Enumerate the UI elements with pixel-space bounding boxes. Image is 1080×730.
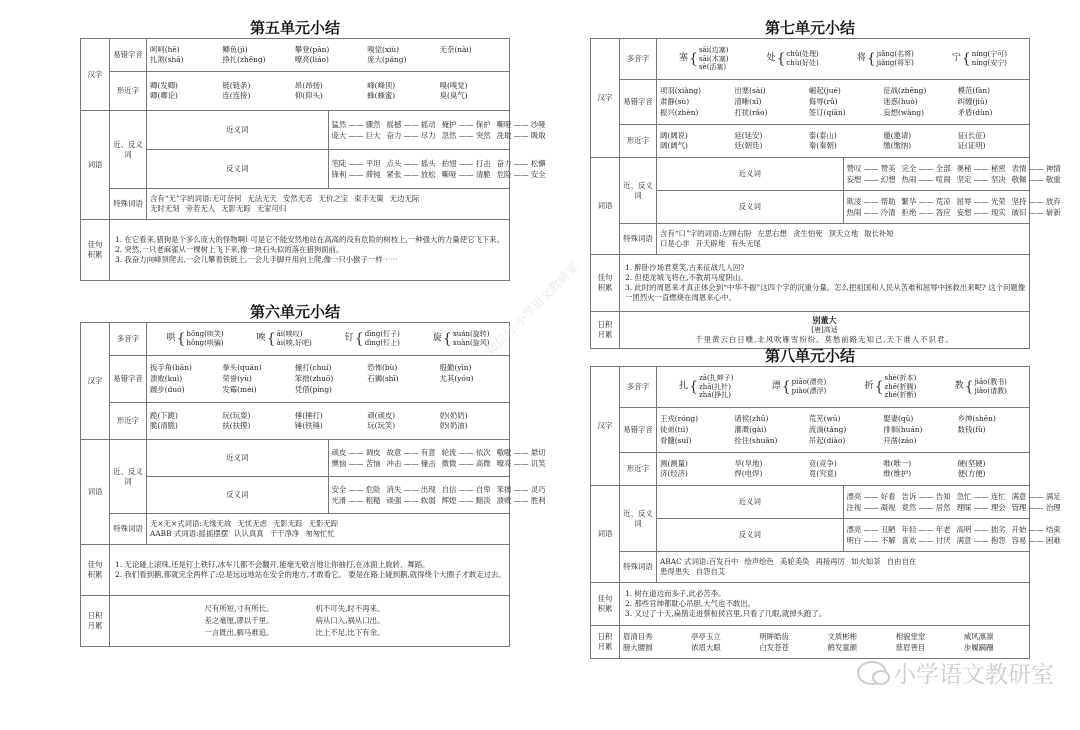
- unit8-jinfan-label: 近、反义词: [620, 486, 657, 552]
- unit8-section: [590, 346, 1061, 659]
- unit5-yicuo-row2: 扎煞(shā) 挣扎(zhēng) 嘹亮(liáo) 庞大(páng): [150, 55, 407, 64]
- unit6-teshu-row1: 无×无×式词语:无缘无故 无忧无虑 无影无踪 无影无踪: [150, 519, 339, 529]
- unit6-yicuo-label: 易错字音: [110, 356, 147, 403]
- unit6-cat-riji: 日积月累: [81, 596, 110, 647]
- unit8-teshu-row1: ABAC 式词语:百发百中 绘声绘色 美轮美奂 再接再厉 如火如荼 自由自在: [660, 557, 917, 567]
- unit6-cat-hanzi: 汉字: [81, 323, 110, 440]
- unit5-section: [80, 18, 546, 281]
- unit6-teshu-row2: AABB 式词语:摇摇摆摆 认认真真 干干净净 匆匆忙忙: [150, 529, 335, 538]
- unit6-teshu-label: 特殊词语: [110, 514, 147, 545]
- unit7-duoyin: [660, 46, 1026, 72]
- unit6-sentence-1: 1. 无论碰上滚珠,还是钉上铁钉,冰车儿都不会翻开,能毫无敬言地让你抽打,在冰面上旋转、舞蹈。: [115, 560, 430, 570]
- unit6-fanyi-label: 反义词: [147, 477, 329, 514]
- unit7-cat-ciyu: 词语: [591, 158, 620, 255]
- unit7-fanyi-label: 反义词: [657, 191, 844, 224]
- unit7-teshu-label: 特殊词语: [620, 224, 657, 255]
- polyphone-item: 旋 { xuán(旋转) xuàn(旋风): [432, 330, 490, 347]
- unit6-section: [80, 302, 546, 647]
- unit8-riji: 眉清目秀 亭亭玉立 明眸皓齿 文质彬彬 相貌堂堂 威风凛凛 膀大腰圆 浓眉大眼 白发苍苍 鹤发童颜 慈眉善目 步履蹒跚: [623, 631, 994, 652]
- unit6-jinyi-label: 近义词: [147, 440, 329, 477]
- unit5-sentence-3: 3. 我奋力向峰顶爬去,一会儿攀着铁链上,一会儿手脚并用向上爬,像一只小猴子一样⋯⋯: [115, 254, 398, 264]
- unit5-jinyi-label: 近义词: [147, 111, 329, 150]
- unit7-jinyi: 赞叹 —— 赞美 完全 —— 全部 奥秘 —— 秘密 表情 —— 神情 妄想 —— 幻想 热闹 —— 喧闹 坚定 —— 坚决 敬佩 —— 敬重: [846, 163, 1061, 184]
- polyphone-item: 扎 { zā(扎辫子) zhā(扎针) zhá(挣扎): [679, 373, 734, 400]
- unit5-xingjin-label: 形近字: [110, 72, 147, 111]
- unit7-yicuo-label: 易错字音: [620, 80, 657, 125]
- unit8-duoyin: [660, 374, 1026, 400]
- unit7-xingjin-label: 形近字: [620, 125, 657, 158]
- unit7-sentence-2: 2. 但使龙城飞将在,不教胡马度阴山。: [625, 273, 748, 283]
- unit5-cat-hanzi: 汉字: [81, 39, 110, 111]
- unit7-title: 第七单元小结: [764, 19, 855, 37]
- wechat-icon: [857, 661, 887, 685]
- unit7-jinyi-label: 近义词: [657, 158, 844, 191]
- unit7-section: [590, 18, 1061, 349]
- unit8-teshu-row2: 患得患失 自怨自艾: [660, 567, 726, 576]
- unit7-cat-riji: 日积月累: [591, 312, 620, 349]
- poem-text: 千里黄云白日曛,北风吹雁雪纷纷。莫愁前路无知己,天下谁人不识君。: [695, 335, 954, 344]
- unit7-fanyi: 欺凌 —— 帮助 繁华 —— 荒凉 屈辱 —— 光荣 坚持 —— 放弃 热闹 —— 冷清 拒绝 —— 答应 妄想 —— 现实 破旧 —— 崭新: [846, 196, 1061, 217]
- unit7-teshu-row1: 含有“口”字的词语:左顾右盼 左思右想 贪生怕死 顶天立地 取长补短: [660, 229, 894, 239]
- unit8-sentence-3: 3. 又过了十天,扁鹊走进蔡桓侯宫里,只看了几眼,就掉头跑了。: [625, 608, 827, 618]
- unit6-table: [80, 322, 546, 647]
- unit8-cat-ciyu: 词语: [591, 486, 620, 583]
- wechat-watermark: [857, 656, 1054, 689]
- unit7-yicuo: 项羽(xiàng) 出塞(sài) 崛起(jué) 征战(zhēng) 模范(fàn) 肃静(sù) 清晰(xī) 侮辱(rǔ) 迷惑(huò) 纠缠(jiū) 振兴(zhèn) 打扰(rǎo) 签订(qiān) 妄想(wàng) 矛盾(dùn): [660, 86, 993, 117]
- unit6-jinyi: 顽皮 —— 调皮 故意 —— 有意 轮流 —— 依次 嗷嗷 —— 悬切 懊恼 —— 苦恼 冲击 —— 撞击 微微 —— 高微 嘹亮 —— 讥笑: [331, 447, 546, 468]
- unit5-jinfan-label: 近、反义词: [110, 111, 147, 189]
- unit7-teshu-row2: 口是心非 开天辟地 有头无尾: [660, 239, 761, 248]
- unit5-yicuo-row1: 呵呵(hē) 鲫鱼(jì) 攀登(pān) 嗅觉(xiù) 无奈(nài): [150, 45, 472, 55]
- polyphone-item: 将 { jiāng(名将) jiàng(将军): [856, 50, 914, 67]
- unit8-table: [590, 366, 1061, 659]
- unit7-sentence-1: 1. 醉卧沙场君莫笑,古来征战几人回?: [625, 263, 745, 273]
- unit8-yicuo-label: 易错字音: [620, 408, 657, 453]
- unit5-table: [80, 38, 546, 281]
- unit5-sentence-2: 2. 突然,一只老麻雀从一棵树上飞下来,像一块石头似的落在猎狗面前。: [115, 245, 344, 255]
- unit7-table: [590, 38, 1061, 349]
- unit6-title: 第六单元小结: [249, 303, 340, 321]
- unit7-xingjin: 阔(阔说) 阔(阔气) 延(延安) 廷(朝廷) 泰(泰山) 秦(秦朝) 邀(邀请) 缴(缴纳) 征(长征) 证(证明): [660, 131, 986, 150]
- unit7-duoyin-label: 多音字: [620, 39, 657, 80]
- unit5-fanyi-label: 反义词: [147, 150, 329, 189]
- unit6-yicuo: 扳手角(bān) 拳头(quán) 撞打(chuí) 恐怖(bù) 殷勤(yīn) 溃败(kuì) 荣誉(yù) 笨拙(zhuō) 石狮(shī) 尤其(yóu) 踱步(duó) 发霉(méi) 凭借(píng): [150, 363, 474, 394]
- unit6-cat-ciyu: 词语: [81, 440, 110, 545]
- unit6-duoyin: [150, 330, 506, 348]
- unit8-jinyi: 漂亮 —— 好看 告诉 —— 告知 急忙 —— 连忙 满意 —— 满足 注视 —— 凝视 竟然 —— 居然 理睬 —— 理会 管理 —— 治理: [846, 491, 1061, 512]
- unit5-jinyi: 猛然 —— 骤然 摇撼 —— 摇动 掩护 —— 保护 嘶哑 —— 沙哑 庞大 —— 巨大 奋力 —— 尽力 忽然 —— 突然 洗取 —— 吸取: [331, 119, 546, 140]
- unit6-jinfan-label: 近、反义词: [110, 440, 147, 514]
- unit6-xingjin-label: 形近字: [110, 403, 147, 440]
- unit7-cat-hanzi: 汉字: [591, 39, 620, 158]
- unit5-title: 第五单元小结: [249, 19, 340, 37]
- poem-author: [唐]高适: [811, 325, 838, 334]
- unit8-duoyin-label: 多音字: [620, 367, 657, 408]
- unit8-cat-hanzi: 汉字: [591, 367, 620, 486]
- unit5-sentence-1: 1. 在它看来,猎狗是个多么庞大的怪物啊! 可是它不能安然地站在高高的没有危险的树枝上,一种强大的力量使它飞下来。: [115, 235, 504, 245]
- unit8-yicuo: 王戎(róng) 诸侯(zhū) 荒芜(wú) 娶妻(qǔ) 乡绅(shēn) 徒弟(tú) 灌溉(gài) 流淌(tǎng) 徘徊(huán) 数钱(fǔ) 骨髓(suǐ) 拴住(shuān) 吊起(diào) 开凿(záo): [660, 414, 996, 445]
- unit8-sentence-2: 2. 那些官绅都耽心吊胆,大气也不敢出。: [625, 599, 756, 609]
- polyphone-item: 漂 { piāo(漂亮) piào(漂浮): [771, 378, 827, 395]
- unit8-cat-riji: 日积月累: [591, 626, 620, 659]
- polyphone-item: 教 { jiāo(教书) jiào(请教): [954, 378, 1007, 395]
- unit5-cat-juzi: 佳句积累: [81, 220, 110, 281]
- unit7-sentence-3: 3. 此时的周恩来才真正体会到“中华不振”这四个字的沉重分量。怎么把祖国和人民从苦难和屈辱中拯救出来呢? 这个问题像一团烈火一直燃烧在周恩来心中。: [625, 283, 1026, 302]
- polyphone-item: 塞 { sāi(边塞) sāi(木塞) sè(活塞): [679, 45, 729, 72]
- poem-title: 别董大: [812, 315, 837, 326]
- polyphone-item: 处 { chǔ(处理) chù(好处): [766, 50, 819, 67]
- unit8-fanyi: 漂亮 —— 丑陋 年轻 —— 年老 高明 —— 拙劣 开始 —— 结束 明白 —— 不解 喜欢 —— 讨厌 满意 —— 抱怨 容易 —— 困难: [846, 524, 1061, 545]
- polyphone-item: 唉 { āi(唉叹) ài(唉,好吧): [256, 330, 312, 347]
- unit8-xingjin-label: 形近字: [620, 453, 657, 486]
- unit7-cat-juzi: 佳句积累: [591, 255, 620, 312]
- unit5-fanyi: 笔陡 —— 平坦 点头 —— 摇头 拍翅 —— 打击 奋力 —— 松懈 锋利 —— 滞钝 紧张 —— 放松 嘶哑 —— 清脆 危险 —— 安全: [331, 158, 546, 179]
- unit7-jinfan-label: 近、反义词: [620, 158, 657, 224]
- unit6-sentence-2: 2. 我们看到鹅,都就完全两样了:总是远远地站在安全的地方,才敢看它。 要是在路上碰到鹅,就得绕个大圈子才敢走过去。: [115, 570, 506, 579]
- polyphone-item: 钉 { dīng(钉子) dìng(钉上): [344, 330, 400, 347]
- unit6-cat-juzi: 佳句积累: [81, 545, 110, 596]
- unit5-cat-ciyu: 词语: [81, 111, 110, 220]
- unit8-sentence-1: 1. 树在道边而多子,此必苦李。: [625, 589, 726, 599]
- unit5-teshu-label: 特殊词语: [110, 189, 147, 220]
- unit5-yicuo-label: 易错字音: [110, 39, 147, 72]
- unit5-xingjin: 卿(发卿) 卿(卿论) 链(链条) 连(连接) 昂(昂扬) 仰(仰头) 峰(峰顶) 蜂(蜂蜜) 嗅(嗅觉) 臭(臭气): [150, 81, 468, 100]
- unit8-fanyi-label: 反义词: [657, 519, 844, 552]
- watermark-text: 小学语文教研室: [893, 662, 1054, 688]
- polyphone-item: 宁 { níng(宁可) níng(安宁): [951, 50, 1007, 67]
- unit8-cat-juzi: 佳句积累: [591, 583, 620, 626]
- polyphone-item: 折 { shé(折本) zhē(折腾) zhé(折断): [864, 373, 917, 400]
- unit6-duoyin-label: 多音字: [110, 323, 147, 356]
- unit5-teshu-row1: 含有“无”字的词语:无可奈何 无法无天 安然无恙 无价之宝 束手无策 无边无际: [150, 194, 420, 204]
- unit8-jinyi-label: 近义词: [657, 486, 844, 519]
- unit8-teshu-label: 特殊词语: [620, 552, 657, 583]
- unit6-xingjin: 跪(下跪) 脆(清脆) 玩(玩耍) 扶(扶摸) 捶(捶打) 锤(铁锤) 顽(顽皮) 玩(玩笑) 奶(奶奶) 奶(奶油): [150, 411, 468, 430]
- unit6-fanyi: 安全 —— 危险 消失 —— 出现 自信 —— 自卑 笨拙 —— 灵巧 光滑 —— 粗糙 顽强 —— 软弱 辉煌 —— 黯淡 溃败 —— 胜利: [331, 484, 546, 505]
- unit8-xingjin: 测(测量) 济(经济) 旱(旱地) 焊(电焊) 竞(竞争) 竟(究竟) 唯(唯一) 维(维护) 硬(坚硬) 便(方便): [660, 459, 986, 478]
- unit8-title: 第八单元小结: [764, 347, 855, 365]
- unit5-teshu-row2: 无时无刻 旁若无人 无影无踪 无家可归: [150, 204, 287, 213]
- unit6-riji: 尺有所短,寸有所长。 机不可失,时不再来。 差之毫厘,谬以千里。 病从口入,祸从口出。 一言既出,驷马难追。 比上不足,比下有余。: [204, 604, 385, 637]
- polyphone-item: 哄 { hōng(哄笑) hǒng(哄骗): [166, 330, 224, 347]
- faint-watermark: 微信号:小学语文教研室: [483, 260, 582, 358]
